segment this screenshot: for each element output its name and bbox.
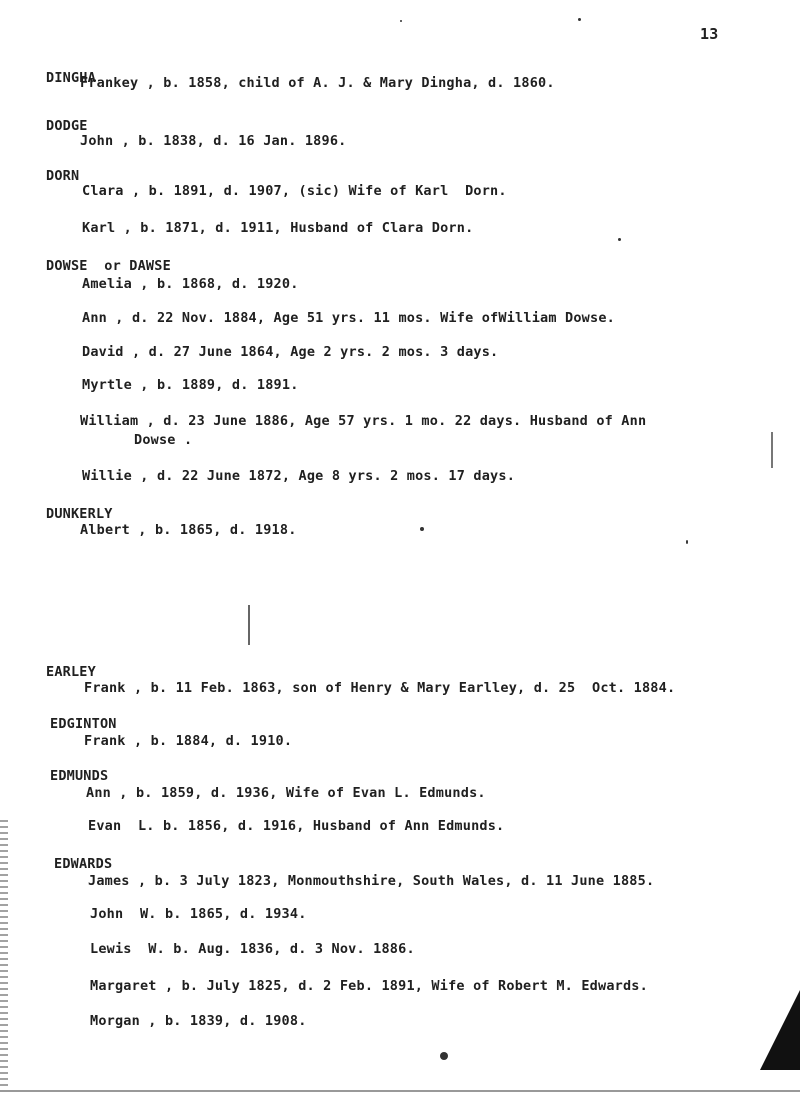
scan-speck (686, 540, 688, 544)
surname-heading: DINGHA (46, 70, 96, 86)
entry-line: Karl , b. 1871, d. 1911, Husband of Clara Dorn. (82, 220, 474, 236)
entry-line: William , d. 23 June 1886, Age 57 yrs. 1 mo. 22 days. Husband of Ann (80, 413, 647, 429)
entry-line: Albert , b. 1865, d. 1918. (80, 522, 297, 538)
scan-speck (420, 527, 424, 531)
scan-speck (618, 238, 621, 241)
surname-heading: EDMUNDS (50, 768, 109, 784)
entry-line: Ann , b. 1859, d. 1936, Wife of Evan L. Edmunds. (86, 785, 486, 801)
scan-speck (440, 1052, 448, 1060)
entry-line: Amelia , b. 1868, d. 1920. (82, 276, 299, 292)
surname-heading: DORN (46, 168, 80, 184)
page-number: 13 (700, 25, 719, 43)
entry-line: Margaret , b. July 1825, d. 2 Feb. 1891, Wife of Robert M. Edwards. (90, 978, 648, 994)
entry-line: Clara , b. 1891, d. 1907, (sic) Wife of Karl Dorn. (82, 183, 507, 199)
scan-mark (248, 605, 250, 645)
entry-line: Lewis W. b. Aug. 1836, d. 3 Nov. 1886. (90, 941, 415, 957)
scan-bottom-edge (0, 1090, 800, 1092)
entry-line: David , d. 27 June 1864, Age 2 yrs. 2 mos. 3 days. (82, 344, 499, 360)
surname-heading: DODGE (46, 118, 88, 134)
scan-mark (771, 432, 773, 468)
scan-edge-right (760, 990, 800, 1070)
entry-line: Dowse . (134, 432, 193, 448)
surname-heading: EDWARDS (54, 856, 113, 872)
surname-heading: EDGINTON (50, 716, 117, 732)
surname-heading: DUNKERLY (46, 506, 113, 522)
entry-line: Evan L. b. 1856, d. 1916, Husband of Ann Edmunds. (88, 818, 505, 834)
entry-line: Frank , b. 1884, d. 1910. (84, 733, 293, 749)
entry-line: Morgan , b. 1839, d. 1908. (90, 1013, 307, 1029)
entry-line: Myrtle , b. 1889, d. 1891. (82, 377, 299, 393)
surname-heading: DOWSE or DAWSE (46, 258, 171, 274)
entry-line: Frank , b. 11 Feb. 1863, son of Henry & Mary Earlley, d. 25 Oct. 1884. (84, 680, 676, 696)
entry-line: John W. b. 1865, d. 1934. (90, 906, 307, 922)
scan-speck (578, 18, 581, 21)
entry-line: James , b. 3 July 1823, Monmouthshire, South Wales, d. 11 June 1885. (88, 873, 655, 889)
entry-line: John , b. 1838, d. 16 Jan. 1896. (80, 133, 347, 149)
entry-line: Willie , d. 22 June 1872, Age 8 yrs. 2 mos. 17 days. (82, 468, 516, 484)
scan-edge-left (0, 820, 8, 1090)
surname-heading: EARLEY (46, 664, 96, 680)
entry-line: Frankey , b. 1858, child of A. J. & Mary Dingha, d. 1860. (80, 75, 555, 91)
scan-speck (400, 20, 402, 22)
entry-line: Ann , d. 22 Nov. 1884, Age 51 yrs. 11 mos. Wife ofWilliam Dowse. (82, 310, 615, 326)
